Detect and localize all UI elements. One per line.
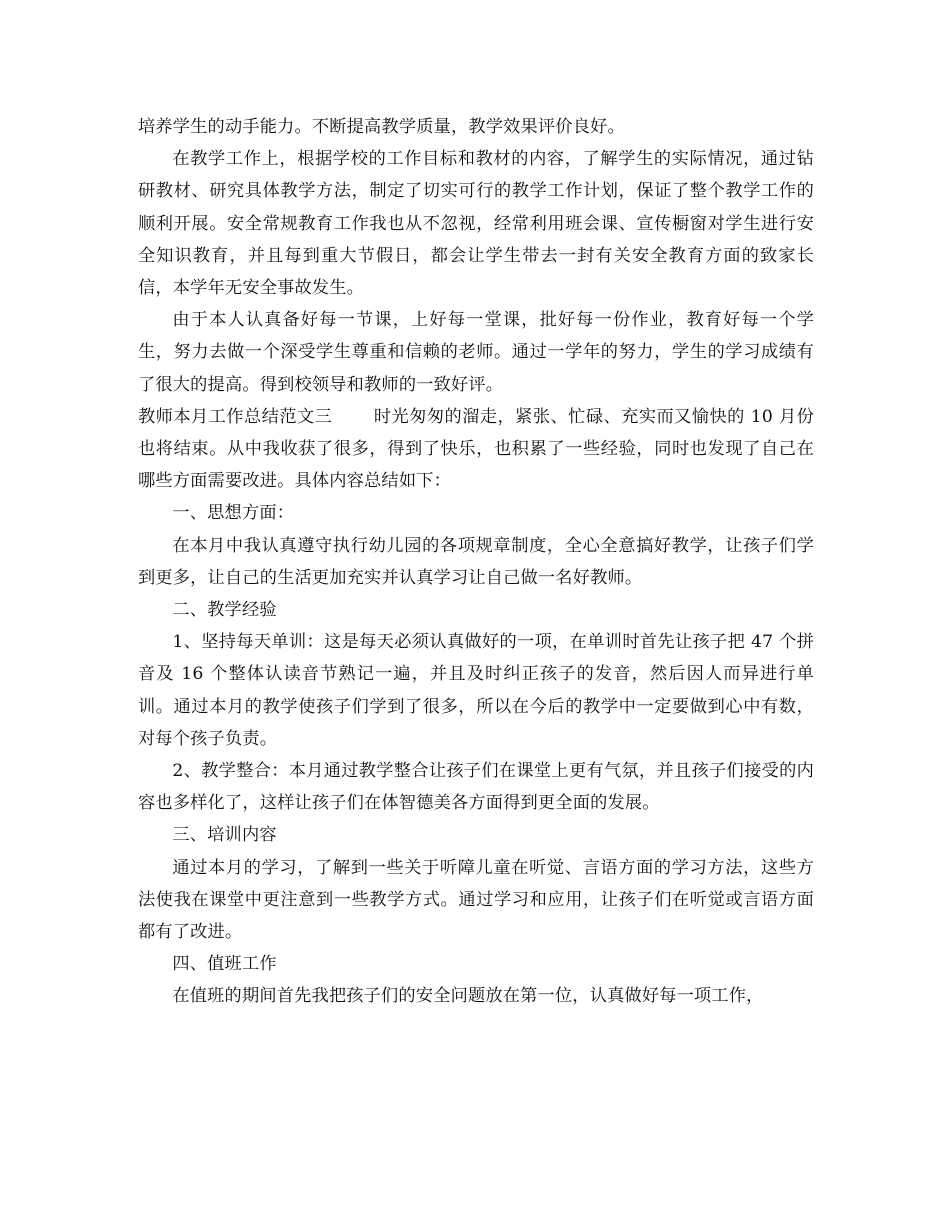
paragraph-thought: 在本月中我认真遵守执行幼儿园的各项规章制度，全心全意搞好教学，让孩子们学到更多，让自己的生活更加充实并认真学习让自己做一名好教师。 bbox=[138, 535, 814, 588]
paragraph-duty: 在值班的期间首先我把孩子们的安全问题放在第一位，认真做好每一项工作， bbox=[172, 986, 764, 1007]
document-page bbox=[138, 111, 814, 1013]
section-heading-thought: 一、思想方面： bbox=[172, 503, 295, 524]
section-heading-teaching-experience: 二、教学经验 bbox=[172, 600, 277, 621]
sample-title: 教师本月工作总结范文三 bbox=[138, 406, 333, 427]
paragraph-teaching-integration: 2、教学整合：本月通过教学整合让孩子们在课堂上更有气氛，并且孩子们接受的内容也多样化了，这样让孩子们在体智德美各方面得到更全面的发展。 bbox=[138, 761, 814, 814]
section-heading-training: 三、培训内容 bbox=[172, 825, 277, 846]
paragraph-lesson-preparation: 由于本人认真备好每一节课，上好每一堂课，批好每一份作业，教育好每一个学生，努力去做一个深受学生尊重和信赖的老师。通过一学年的努力，学生的学习成绩有了很大的提高。得到校领导和教师的一致好评。 bbox=[138, 310, 814, 395]
paragraph-teaching-work: 在教学工作上，根据学校的工作目标和教材的内容，了解学生的实际情况，通过钻研教材、研究具体教学方法，制定了切实可行的教学工作计划，保证了整个教学工作的顺利开展。安全常规教育工作我也从不忽视，经常利用班会课、宣传橱窗对学生进行安全知识教育，并且每到重大节假日，都会让学生带去一封有关安全教育方面的致家长信，本学年无安全事故发生。 bbox=[138, 149, 814, 299]
paragraph-training: 通过本月的学习，了解到一些关于听障儿童在听觉、言语方面的学习方法，这些方法使我在课堂中更注意到一些教学方式。通过学习和应用，让孩子们在听觉或言语方面都有了改进。 bbox=[138, 857, 814, 943]
paragraph-sample-three bbox=[138, 401, 814, 498]
sample-intro: 时光匆匆的溜走，紧张、忙碌、充实而又愉快的 10 月份也将结束。从中我收获了很多，得到了快乐，也积累了一些经验，同时也发现了自己在哪些方面需要改进。具体内容总结如下： bbox=[138, 406, 815, 492]
section-heading-duty: 四、值班工作 bbox=[172, 954, 277, 975]
paragraph-continuation: 培养学生的动手能力。不断提高教学质量，教学效果评价良好。 bbox=[138, 117, 625, 137]
paragraph-daily-training: 1、坚持每天单训：这是每天必须认真做好的一项，在单训时首先让孩子把 47 个拼音及 16 个整体认读音节熟记一遍，并且及时纠正孩子的发音，然后因人而异进行单训。通过本月的教学使孩子们学到了很多，所以在今后的教学中一定要做到心中有数，对每个孩子负责。 bbox=[138, 632, 814, 749]
